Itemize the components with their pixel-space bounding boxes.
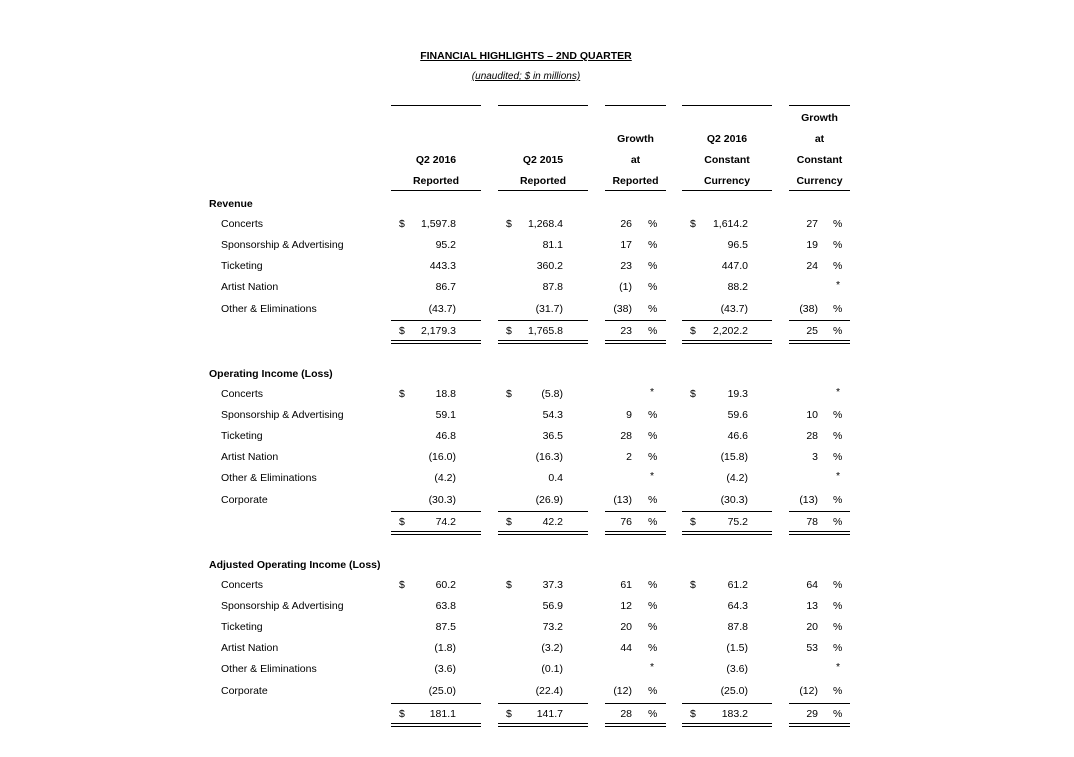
q2-2016-reported-value: 87.5 bbox=[435, 621, 456, 633]
q2-2016-constant-currency-value: 183.2 bbox=[721, 708, 748, 720]
q2-2015-reported-value: (16.3) bbox=[535, 451, 563, 463]
currency-symbol: $ bbox=[506, 579, 512, 591]
q2-2016-constant-currency-value: (15.8) bbox=[720, 451, 748, 463]
q2-2015-reported-value: 56.9 bbox=[542, 600, 563, 612]
currency-symbol: $ bbox=[506, 388, 512, 400]
subtotal-rule bbox=[605, 320, 666, 321]
row-label: Corporate bbox=[221, 494, 268, 506]
row-label: Concerts bbox=[221, 579, 264, 591]
q2-2016-constant-currency-value: 88.2 bbox=[727, 281, 748, 293]
currency-symbol: $ bbox=[399, 708, 405, 720]
q2-2016-constant-currency-value: 87.8 bbox=[727, 621, 748, 633]
growth-reported-value: (38) bbox=[613, 303, 632, 315]
row-label: Other & Eliminations bbox=[221, 663, 317, 675]
currency-symbol: $ bbox=[506, 325, 512, 337]
currency-symbol: $ bbox=[506, 218, 512, 230]
q2-2016-reported-value: 181.1 bbox=[429, 708, 456, 720]
column-header: at bbox=[630, 154, 641, 166]
growth-reported-marker: * bbox=[650, 386, 655, 398]
column-header: Reported bbox=[412, 175, 460, 187]
q2-2016-reported-value: (16.0) bbox=[428, 451, 456, 463]
q2-2016-constant-currency-value: 96.5 bbox=[727, 239, 748, 251]
subtotal-rule bbox=[391, 511, 481, 512]
column-header: Q2 2016 bbox=[415, 154, 457, 166]
q2-2016-constant-currency-value: 64.3 bbox=[727, 600, 748, 612]
q2-2015-reported-value: 42.2 bbox=[542, 516, 563, 528]
growth-reported-percent: % bbox=[648, 325, 658, 337]
currency-symbol: $ bbox=[690, 218, 696, 230]
q2-2016-constant-currency-value: (43.7) bbox=[720, 303, 748, 315]
growth-reported-marker: * bbox=[650, 470, 655, 482]
subtotal-rule bbox=[391, 703, 481, 704]
growth-constant-currency-value: 25 bbox=[806, 325, 818, 337]
subtotal-rule bbox=[391, 320, 481, 321]
growth-reported-value: (1) bbox=[619, 281, 632, 293]
q2-2016-reported-value: 18.8 bbox=[435, 388, 456, 400]
growth-constant-currency-percent: % bbox=[833, 430, 843, 442]
row-label: Ticketing bbox=[221, 621, 263, 633]
q2-2016-reported-value: 2,179.3 bbox=[420, 325, 456, 337]
total-double-rule bbox=[682, 723, 772, 727]
growth-constant-currency-value: 29 bbox=[806, 708, 818, 720]
growth-reported-value: 23 bbox=[620, 325, 632, 337]
q2-2016-reported-value: 74.2 bbox=[435, 516, 456, 528]
growth-constant-currency-value: 27 bbox=[806, 218, 818, 230]
q2-2016-constant-currency-value: 61.2 bbox=[727, 579, 748, 591]
row-label: Sponsorship & Advertising bbox=[221, 409, 344, 421]
q2-2016-constant-currency-value: 46.6 bbox=[727, 430, 748, 442]
row-label: Concerts bbox=[221, 218, 264, 230]
q2-2016-reported-value: 95.2 bbox=[435, 239, 456, 251]
total-double-rule bbox=[391, 723, 481, 727]
subtotal-rule bbox=[498, 703, 588, 704]
growth-reported-value: 9 bbox=[626, 409, 632, 421]
q2-2015-reported-value: 37.3 bbox=[542, 579, 563, 591]
growth-constant-currency-percent: % bbox=[833, 451, 843, 463]
column-header: Constant bbox=[796, 154, 843, 166]
column-header-underline bbox=[605, 190, 666, 191]
growth-constant-currency-percent: % bbox=[833, 218, 843, 230]
growth-reported-percent: % bbox=[648, 621, 658, 633]
subtotal-rule bbox=[605, 511, 666, 512]
q2-2015-reported-value: (5.8) bbox=[541, 388, 563, 400]
q2-2015-reported-value: (31.7) bbox=[535, 303, 563, 315]
growth-reported-percent: % bbox=[648, 430, 658, 442]
growth-constant-currency-value: (38) bbox=[799, 303, 818, 315]
q2-2016-reported-value: 59.1 bbox=[435, 409, 456, 421]
q2-2016-constant-currency-value: 447.0 bbox=[721, 260, 748, 272]
subtotal-rule bbox=[498, 511, 588, 512]
growth-constant-currency-percent: % bbox=[833, 260, 843, 272]
growth-reported-value: 2 bbox=[626, 451, 632, 463]
growth-constant-currency-percent: % bbox=[833, 579, 843, 591]
q2-2016-constant-currency-value: 19.3 bbox=[727, 388, 748, 400]
growth-reported-marker: * bbox=[650, 661, 655, 673]
column-header: Currency bbox=[703, 175, 751, 187]
subtotal-rule bbox=[682, 703, 772, 704]
growth-reported-value: 28 bbox=[620, 708, 632, 720]
currency-symbol: $ bbox=[506, 708, 512, 720]
subtotal-rule bbox=[682, 511, 772, 512]
growth-reported-value: 12 bbox=[620, 600, 632, 612]
growth-reported-percent: % bbox=[648, 451, 658, 463]
growth-constant-currency-percent: % bbox=[833, 494, 843, 506]
total-double-rule bbox=[605, 531, 666, 535]
growth-constant-currency-value: (13) bbox=[799, 494, 818, 506]
row-label: Sponsorship & Advertising bbox=[221, 239, 344, 251]
q2-2015-reported-value: 0.4 bbox=[548, 472, 563, 484]
q2-2016-reported-value: 60.2 bbox=[435, 579, 456, 591]
row-label: Other & Eliminations bbox=[221, 303, 317, 315]
subtotal-rule bbox=[682, 320, 772, 321]
growth-reported-value: 17 bbox=[620, 239, 632, 251]
growth-constant-currency-value: 19 bbox=[806, 239, 818, 251]
growth-constant-currency-percent: % bbox=[833, 621, 843, 633]
growth-reported-percent: % bbox=[648, 239, 658, 251]
growth-constant-currency-percent: % bbox=[833, 303, 843, 315]
report-title: FINANCIAL HIGHLIGHTS – 2ND QUARTER bbox=[420, 50, 632, 62]
q2-2015-reported-value: (22.4) bbox=[535, 685, 563, 697]
growth-constant-currency-percent: % bbox=[833, 409, 843, 421]
q2-2015-reported-value: 81.1 bbox=[542, 239, 563, 251]
growth-constant-currency-marker: * bbox=[836, 470, 841, 482]
section-title: Operating Income (Loss) bbox=[209, 368, 333, 380]
growth-reported-value: 28 bbox=[620, 430, 632, 442]
growth-constant-currency-percent: % bbox=[833, 516, 843, 528]
growth-reported-value: 61 bbox=[620, 579, 632, 591]
total-double-rule bbox=[605, 723, 666, 727]
currency-symbol: $ bbox=[399, 218, 405, 230]
column-header: Constant bbox=[704, 154, 750, 166]
growth-reported-percent: % bbox=[648, 494, 658, 506]
growth-constant-currency-value: 13 bbox=[806, 600, 818, 612]
currency-symbol: $ bbox=[399, 325, 405, 337]
total-double-rule bbox=[682, 340, 772, 344]
total-double-rule bbox=[498, 531, 588, 535]
total-double-rule bbox=[789, 340, 850, 344]
growth-reported-value: (13) bbox=[613, 494, 632, 506]
growth-constant-currency-value: 53 bbox=[806, 642, 818, 654]
column-top-rule bbox=[605, 105, 666, 106]
growth-reported-percent: % bbox=[648, 303, 658, 315]
q2-2015-reported-value: 54.3 bbox=[542, 409, 563, 421]
q2-2016-reported-value: (4.2) bbox=[434, 472, 456, 484]
growth-constant-currency-value: 64 bbox=[806, 579, 818, 591]
row-label: Ticketing bbox=[221, 430, 263, 442]
q2-2015-reported-value: (26.9) bbox=[535, 494, 563, 506]
q2-2016-reported-value: 46.8 bbox=[435, 430, 456, 442]
total-double-rule bbox=[789, 723, 850, 727]
growth-reported-percent: % bbox=[648, 579, 658, 591]
growth-constant-currency-value: 10 bbox=[806, 409, 818, 421]
total-double-rule bbox=[605, 340, 666, 344]
growth-constant-currency-percent: % bbox=[833, 325, 843, 337]
growth-constant-currency-value: (12) bbox=[799, 685, 818, 697]
q2-2015-reported-value: 36.5 bbox=[542, 430, 563, 442]
growth-constant-currency-marker: * bbox=[836, 386, 841, 398]
q2-2016-reported-value: 443.3 bbox=[429, 260, 456, 272]
q2-2016-constant-currency-value: 2,202.2 bbox=[712, 325, 748, 337]
q2-2016-constant-currency-value: (3.6) bbox=[726, 663, 748, 675]
q2-2016-reported-value: (25.0) bbox=[428, 685, 456, 697]
growth-constant-currency-marker: * bbox=[836, 279, 841, 291]
subtotal-rule bbox=[498, 320, 588, 321]
q2-2016-reported-value: (43.7) bbox=[428, 303, 456, 315]
growth-reported-percent: % bbox=[648, 281, 658, 293]
column-top-rule bbox=[789, 105, 850, 106]
currency-symbol: $ bbox=[690, 516, 696, 528]
column-header: Growth bbox=[801, 112, 838, 124]
growth-constant-currency-percent: % bbox=[833, 642, 843, 654]
row-label: Other & Eliminations bbox=[221, 472, 317, 484]
q2-2016-constant-currency-value: (4.2) bbox=[726, 472, 748, 484]
total-double-rule bbox=[498, 340, 588, 344]
growth-reported-percent: % bbox=[648, 260, 658, 272]
column-top-rule bbox=[498, 105, 588, 106]
growth-constant-currency-percent: % bbox=[833, 685, 843, 697]
column-header: Growth bbox=[617, 133, 654, 145]
q2-2016-reported-value: 63.8 bbox=[435, 600, 456, 612]
column-top-rule bbox=[391, 105, 481, 106]
growth-reported-percent: % bbox=[648, 642, 658, 654]
subtotal-rule bbox=[789, 511, 850, 512]
total-double-rule bbox=[682, 531, 772, 535]
column-header: Reported bbox=[612, 175, 659, 187]
currency-symbol: $ bbox=[399, 516, 405, 528]
growth-reported-value: 23 bbox=[620, 260, 632, 272]
subtotal-rule bbox=[789, 320, 850, 321]
currency-symbol: $ bbox=[399, 579, 405, 591]
total-double-rule bbox=[789, 531, 850, 535]
growth-constant-currency-value: 3 bbox=[812, 451, 818, 463]
q2-2015-reported-value: (0.1) bbox=[541, 663, 563, 675]
column-header: Reported bbox=[519, 175, 567, 187]
column-header: at bbox=[814, 133, 825, 145]
currency-symbol: $ bbox=[506, 516, 512, 528]
q2-2015-reported-value: 141.7 bbox=[536, 708, 563, 720]
total-double-rule bbox=[391, 340, 481, 344]
q2-2016-constant-currency-value: (30.3) bbox=[720, 494, 748, 506]
growth-reported-value: 76 bbox=[620, 516, 632, 528]
section-title: Adjusted Operating Income (Loss) bbox=[209, 559, 381, 571]
column-top-rule bbox=[682, 105, 772, 106]
growth-reported-value: 26 bbox=[620, 218, 632, 230]
q2-2016-constant-currency-value: 75.2 bbox=[727, 516, 748, 528]
report-subtitle: (unaudited; $ in millions) bbox=[471, 71, 581, 82]
column-header-underline bbox=[682, 190, 772, 191]
row-label: Ticketing bbox=[221, 260, 263, 272]
q2-2015-reported-value: 1,765.8 bbox=[527, 325, 563, 337]
column-header-underline bbox=[498, 190, 588, 191]
q2-2016-reported-value: 86.7 bbox=[435, 281, 456, 293]
currency-symbol: $ bbox=[690, 579, 696, 591]
q2-2016-constant-currency-value: 1,614.2 bbox=[712, 218, 748, 230]
currency-symbol: $ bbox=[399, 388, 405, 400]
q2-2015-reported-value: 1,268.4 bbox=[527, 218, 563, 230]
growth-reported-percent: % bbox=[648, 409, 658, 421]
growth-reported-percent: % bbox=[648, 708, 658, 720]
growth-constant-currency-value: 20 bbox=[806, 621, 818, 633]
currency-symbol: $ bbox=[690, 708, 696, 720]
growth-constant-currency-value: 78 bbox=[806, 516, 818, 528]
column-header-underline bbox=[789, 190, 850, 191]
growth-constant-currency-marker: * bbox=[836, 661, 841, 673]
growth-constant-currency-percent: % bbox=[833, 600, 843, 612]
q2-2015-reported-value: (3.2) bbox=[541, 642, 563, 654]
row-label: Concerts bbox=[221, 388, 264, 400]
total-double-rule bbox=[498, 723, 588, 727]
growth-reported-percent: % bbox=[648, 516, 658, 528]
growth-constant-currency-percent: % bbox=[833, 239, 843, 251]
growth-reported-value: (12) bbox=[613, 685, 632, 697]
growth-reported-percent: % bbox=[648, 218, 658, 230]
q2-2016-constant-currency-value: (1.5) bbox=[726, 642, 748, 654]
row-label: Artist Nation bbox=[221, 451, 279, 463]
q2-2016-reported-value: (30.3) bbox=[428, 494, 456, 506]
q2-2016-reported-value: 1,597.8 bbox=[420, 218, 456, 230]
growth-reported-percent: % bbox=[648, 600, 658, 612]
column-header: Q2 2015 bbox=[522, 154, 564, 166]
column-header: Q2 2016 bbox=[706, 133, 748, 145]
q2-2015-reported-value: 73.2 bbox=[542, 621, 563, 633]
subtotal-rule bbox=[789, 703, 850, 704]
row-label: Artist Nation bbox=[221, 281, 279, 293]
growth-constant-currency-value: 24 bbox=[806, 260, 818, 272]
row-label: Artist Nation bbox=[221, 642, 279, 654]
q2-2016-constant-currency-value: (25.0) bbox=[720, 685, 748, 697]
growth-constant-currency-value: 28 bbox=[806, 430, 818, 442]
currency-symbol: $ bbox=[690, 388, 696, 400]
total-double-rule bbox=[391, 531, 481, 535]
row-label: Corporate bbox=[221, 685, 268, 697]
growth-reported-value: 44 bbox=[620, 642, 632, 654]
q2-2015-reported-value: 360.2 bbox=[536, 260, 563, 272]
growth-constant-currency-percent: % bbox=[833, 708, 843, 720]
currency-symbol: $ bbox=[690, 325, 696, 337]
column-header: Currency bbox=[796, 175, 843, 187]
q2-2016-reported-value: (3.6) bbox=[434, 663, 456, 675]
row-label: Sponsorship & Advertising bbox=[221, 600, 344, 612]
q2-2015-reported-value: 87.8 bbox=[542, 281, 563, 293]
column-header-underline bbox=[391, 190, 481, 191]
growth-reported-percent: % bbox=[648, 685, 658, 697]
growth-reported-value: 20 bbox=[620, 621, 632, 633]
q2-2016-constant-currency-value: 59.6 bbox=[727, 409, 748, 421]
subtotal-rule bbox=[605, 703, 666, 704]
q2-2016-reported-value: (1.8) bbox=[434, 642, 456, 654]
section-title: Revenue bbox=[209, 198, 253, 210]
